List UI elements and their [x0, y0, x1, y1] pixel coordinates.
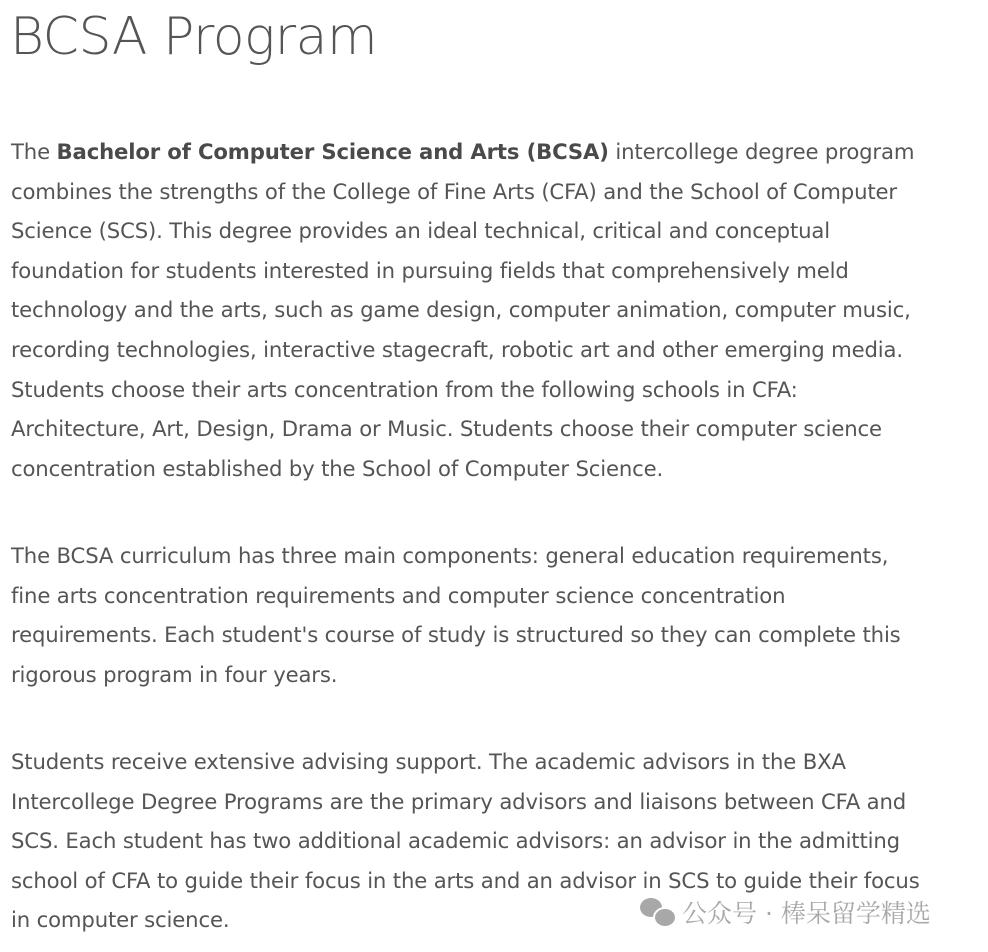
text-line: rigorous program in four years.: [11, 661, 338, 687]
text-line: combines the strengths of the College of Fine Arts (CFA) and the School of Computer: [11, 178, 897, 204]
wechat-icon: [640, 898, 674, 926]
text-line: technology and the arts, such as game design, computer animation, computer music,: [11, 297, 911, 323]
text-line: Students receive extensive advising support. The academic advisors in the BXA: [11, 749, 846, 774]
text-line: SCS. Each student has two additional academic advisors: an advisor in the admitting: [11, 828, 900, 854]
text-line: fine arts concentration requirements and computer science concentration: [11, 582, 786, 608]
page-title: BCSA Program: [10, 7, 378, 67]
text-line: recording technologies, interactive stagecraft, robotic art and other emerging media.: [11, 336, 903, 362]
text-line: Intercollege Degree Programs are the primary advisors and liaisons between CFA and: [11, 788, 907, 814]
text-line: The BCSA curriculum has three main components: general education requirements,: [11, 543, 889, 568]
intro-paragraph: [11, 132, 914, 488]
text-line: in computer science.: [11, 907, 230, 933]
watermark: [640, 894, 931, 930]
text-line: The Bachelor of Computer Science and Arts (BCSA) intercollege degree program: [11, 139, 915, 164]
text-line: Students choose their arts concentration from the following schools in CFA:: [11, 376, 798, 402]
curriculum-paragraph: [11, 536, 901, 694]
text-line: Architecture, Art, Design, Drama or Music. Students choose their computer science: [11, 416, 882, 442]
text-line: Science (SCS). This degree provides an ideal technical, critical and conceptual: [11, 218, 830, 244]
text-line: concentration established by the School of Computer Science.: [11, 455, 664, 481]
watermark-text: 公众号 · 棒呆留学精选: [682, 899, 931, 928]
text-line: foundation for students interested in pursuing fields that comprehensively meld: [11, 257, 849, 283]
text-line: requirements. Each student's course of study is structured so they can complete this: [11, 622, 901, 648]
program-name: Bachelor of Computer Science and Arts (BCSA): [56, 139, 609, 164]
text-line: school of CFA to guide their focus in the arts and an advisor in SCS to guide their focus: [11, 867, 920, 893]
